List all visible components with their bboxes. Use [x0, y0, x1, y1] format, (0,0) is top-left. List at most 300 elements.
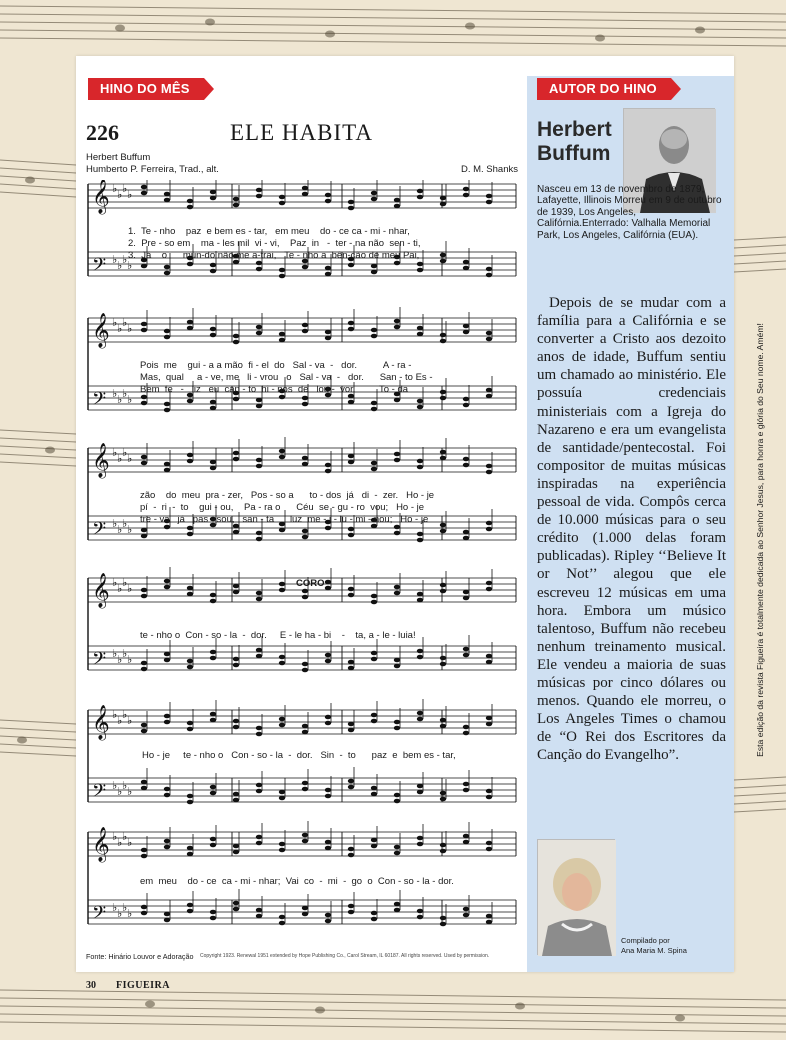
note-head	[440, 196, 446, 201]
note-head	[141, 534, 147, 539]
note-head	[302, 906, 308, 911]
note-head	[302, 724, 308, 729]
note-head	[486, 464, 492, 469]
note-head	[325, 659, 331, 664]
bass-clef: 𝄢	[92, 649, 107, 674]
note-head	[256, 458, 262, 463]
note-head	[256, 648, 262, 653]
note-head	[417, 405, 423, 410]
note-head	[394, 198, 400, 203]
note-head	[279, 588, 285, 593]
note-head	[486, 470, 492, 475]
note-head	[210, 466, 216, 471]
compiled-by-label: Compilado por	[621, 936, 670, 945]
lyric-line: Bem fe - liz eu can - to hi - nos de lou - vor. To - da	[140, 384, 409, 395]
note-head	[371, 401, 377, 406]
note-head	[486, 920, 492, 925]
note-head	[164, 329, 170, 334]
note-head	[371, 792, 377, 797]
note-head	[463, 324, 469, 329]
note-head	[348, 454, 354, 459]
note-head	[417, 711, 423, 716]
flat-sign: ♭	[112, 387, 118, 400]
chorus-label: CORO	[296, 578, 325, 589]
note-head	[164, 652, 170, 657]
note-head	[279, 723, 285, 728]
note-head	[394, 452, 400, 457]
note-head	[394, 845, 400, 850]
note-head	[302, 833, 308, 838]
note-head	[417, 717, 423, 722]
hymn-source: Fonte: Hinário Louvor e Adoração	[86, 952, 194, 961]
note-head	[440, 259, 446, 264]
flat-sign: ♭	[127, 907, 133, 920]
note-head	[371, 467, 377, 472]
note-head	[256, 732, 262, 737]
note-head	[233, 725, 239, 730]
note-head	[256, 537, 262, 542]
note-head	[440, 916, 446, 921]
note-head	[279, 332, 285, 337]
section-tag-author: AUTOR DO HINO	[537, 78, 671, 100]
note-head	[210, 599, 216, 604]
note-head	[187, 800, 193, 805]
note-head	[141, 905, 147, 910]
note-head	[210, 837, 216, 842]
note-head	[233, 792, 239, 797]
note-head	[164, 658, 170, 663]
note-head	[233, 584, 239, 589]
note-head	[348, 722, 354, 727]
lyric-line: 1. Te - nho paz e bem es - tar, em meu do - ce ca - mi - nhar,	[128, 226, 410, 237]
note-head	[417, 598, 423, 603]
note-head	[279, 661, 285, 666]
note-head	[164, 845, 170, 850]
flat-sign: ♭	[122, 647, 128, 660]
note-head	[417, 842, 423, 847]
note-head	[164, 402, 170, 407]
note-head	[233, 590, 239, 595]
flat-sign: ♭	[112, 779, 118, 792]
note-head	[141, 588, 147, 593]
note-head	[164, 408, 170, 413]
note-head	[210, 263, 216, 268]
note-head	[486, 587, 492, 592]
note-head	[141, 911, 147, 916]
note-head	[141, 322, 147, 327]
note-head	[440, 797, 446, 802]
note-head	[440, 656, 446, 661]
note-head	[394, 591, 400, 596]
note-head	[394, 720, 400, 725]
note-head	[325, 840, 331, 845]
flat-sign: ♭	[122, 387, 128, 400]
note-head	[187, 592, 193, 597]
note-head	[440, 253, 446, 258]
note-head	[440, 662, 446, 667]
note-head	[417, 649, 423, 654]
flat-sign: ♭	[127, 785, 133, 798]
note-head	[325, 199, 331, 204]
flat-sign: ♭	[127, 714, 133, 727]
note-head	[463, 266, 469, 271]
note-head	[233, 850, 239, 855]
note-head	[486, 795, 492, 800]
note-head	[302, 456, 308, 461]
note-head	[348, 904, 354, 909]
flat-sign: ♭	[122, 708, 128, 721]
note-head	[141, 848, 147, 853]
flat-sign: ♭	[112, 446, 118, 459]
flat-sign: ♭	[112, 647, 118, 660]
note-head	[164, 271, 170, 276]
note-head	[187, 262, 193, 267]
note-head	[279, 655, 285, 660]
flat-sign: ♭	[112, 576, 118, 589]
flat-sign: ♭	[122, 517, 128, 530]
note-head	[302, 668, 308, 673]
note-head	[440, 791, 446, 796]
note-head	[417, 836, 423, 841]
note-head	[417, 909, 423, 914]
note-head	[279, 790, 285, 795]
note-head	[486, 388, 492, 393]
note-head	[279, 528, 285, 533]
note-head	[164, 793, 170, 798]
note-head	[394, 458, 400, 463]
note-head	[141, 594, 147, 599]
author-last-name: Buffum	[537, 142, 611, 165]
note-head	[164, 787, 170, 792]
flat-sign: ♭	[127, 523, 133, 536]
music-notation	[82, 180, 522, 960]
note-head	[256, 591, 262, 596]
lyric-line: zão do meu pra - zer, Pos - so a to - dos já di - zer. Ho - je	[140, 490, 435, 501]
note-head	[210, 333, 216, 338]
note-head	[325, 526, 331, 531]
note-head	[187, 586, 193, 591]
note-head	[371, 270, 377, 275]
note-head	[463, 330, 469, 335]
note-head	[463, 913, 469, 918]
note-head	[279, 848, 285, 853]
note-head	[256, 726, 262, 731]
note-head	[325, 721, 331, 726]
flat-sign: ♭	[112, 901, 118, 914]
note-head	[486, 331, 492, 336]
flat-sign: ♭	[127, 452, 133, 465]
compiler-name: Ana Maria M. Spina	[621, 946, 687, 955]
note-head	[440, 583, 446, 588]
arranger-credit: D. M. Shanks	[460, 164, 518, 175]
note-head	[348, 206, 354, 211]
note-head	[187, 852, 193, 857]
note-head	[486, 394, 492, 399]
note-head	[486, 337, 492, 342]
treble-clef: 𝄞	[92, 313, 110, 348]
note-head	[279, 842, 285, 847]
flat-sign: ♭	[112, 253, 118, 266]
note-head	[371, 407, 377, 412]
note-head	[417, 538, 423, 543]
flat-sign: ♭	[117, 523, 123, 536]
note-head	[141, 328, 147, 333]
note-head	[233, 457, 239, 462]
note-head	[256, 654, 262, 659]
note-head	[348, 587, 354, 592]
note-head	[210, 785, 216, 790]
note-head	[371, 713, 377, 718]
note-head	[210, 843, 216, 848]
note-head	[279, 921, 285, 926]
note-head	[210, 791, 216, 796]
note-head	[302, 839, 308, 844]
note-head	[302, 329, 308, 334]
flat-sign: ♭	[117, 582, 123, 595]
flat-sign: ♭	[112, 517, 118, 530]
note-head	[440, 843, 446, 848]
note-head	[279, 717, 285, 722]
note-head	[463, 590, 469, 595]
note-head	[348, 527, 354, 532]
note-head	[302, 186, 308, 191]
note-head	[417, 532, 423, 537]
note-head	[371, 461, 377, 466]
note-head	[325, 469, 331, 474]
note-head	[394, 658, 400, 663]
note-head	[141, 723, 147, 728]
flat-sign: ♭	[112, 182, 118, 195]
note-head	[302, 462, 308, 467]
note-head	[348, 660, 354, 665]
note-head	[440, 396, 446, 401]
note-head	[210, 406, 216, 411]
note-head	[141, 191, 147, 196]
note-head	[141, 528, 147, 533]
note-head	[279, 796, 285, 801]
note-head	[440, 718, 446, 723]
note-head	[394, 398, 400, 403]
note-head	[279, 338, 285, 343]
note-head	[417, 268, 423, 273]
note-head	[210, 910, 216, 915]
note-head	[187, 909, 193, 914]
note-head	[164, 714, 170, 719]
note-head	[371, 264, 377, 269]
note-head	[486, 847, 492, 852]
note-head	[187, 199, 193, 204]
note-head	[256, 331, 262, 336]
note-head	[486, 716, 492, 721]
note-head	[394, 585, 400, 590]
bass-clef: 𝄢	[92, 519, 107, 544]
note-head	[394, 908, 400, 913]
note-head	[394, 799, 400, 804]
bass-clef: 𝄢	[92, 255, 107, 280]
note-head	[371, 334, 377, 339]
note-head	[348, 321, 354, 326]
note-head	[187, 794, 193, 799]
flat-sign: ♭	[127, 582, 133, 595]
treble-clef: 𝄞	[92, 827, 110, 862]
note-head	[187, 526, 193, 531]
note-head	[440, 922, 446, 927]
note-head	[141, 401, 147, 406]
note-head	[463, 536, 469, 541]
note-head	[302, 730, 308, 735]
author-first-name: Herbert	[537, 118, 612, 141]
note-head	[141, 264, 147, 269]
note-head	[463, 788, 469, 793]
flat-sign: ♭	[117, 836, 123, 849]
note-head	[348, 593, 354, 598]
note-head	[325, 272, 331, 277]
note-head	[394, 261, 400, 266]
note-head	[210, 327, 216, 332]
note-head	[371, 838, 377, 843]
note-head	[417, 459, 423, 464]
flat-sign: ♭	[117, 653, 123, 666]
note-head	[279, 582, 285, 587]
note-head	[463, 647, 469, 652]
note-head	[486, 527, 492, 532]
note-head	[371, 911, 377, 916]
note-head	[371, 917, 377, 922]
note-head	[394, 851, 400, 856]
note-head	[256, 398, 262, 403]
flat-sign: ♭	[112, 708, 118, 721]
note-head	[233, 663, 239, 668]
note-head	[325, 193, 331, 198]
flat-sign: ♭	[117, 907, 123, 920]
flat-sign: ♭	[117, 188, 123, 201]
note-head	[279, 268, 285, 273]
note-head	[348, 200, 354, 205]
note-head	[279, 449, 285, 454]
flat-sign: ♭	[122, 446, 128, 459]
treble-clef: 𝄞	[92, 443, 110, 478]
note-head	[463, 834, 469, 839]
note-head	[325, 586, 331, 591]
note-head	[417, 332, 423, 337]
flat-sign: ♭	[117, 393, 123, 406]
note-head	[463, 840, 469, 845]
note-head	[187, 727, 193, 732]
note-head	[348, 779, 354, 784]
note-head	[348, 853, 354, 858]
author-name	[537, 118, 637, 166]
note-head	[233, 340, 239, 345]
note-head	[325, 846, 331, 851]
flat-sign: ♭	[122, 316, 128, 329]
note-head	[440, 589, 446, 594]
flat-sign: ♭	[122, 253, 128, 266]
note-head	[187, 532, 193, 537]
note-head	[164, 192, 170, 197]
note-head	[210, 593, 216, 598]
note-head	[371, 844, 377, 849]
note-head	[463, 731, 469, 736]
note-head	[256, 464, 262, 469]
note-head	[371, 786, 377, 791]
note-head	[394, 664, 400, 669]
note-head	[486, 841, 492, 846]
note-head	[141, 729, 147, 734]
note-head	[486, 722, 492, 727]
note-head	[394, 319, 400, 324]
note-head	[486, 200, 492, 205]
note-head	[141, 667, 147, 672]
lyric-line: tre - va já pas - sou, san - ta luz me - i - lu - mi - nou; Ho - je	[140, 514, 429, 525]
note-head	[233, 657, 239, 662]
hymn-score-panel	[82, 108, 522, 968]
note-head	[210, 196, 216, 201]
note-head	[210, 400, 216, 405]
note-head	[348, 785, 354, 790]
note-head	[164, 335, 170, 340]
flat-sign: ♭	[127, 393, 133, 406]
bass-clef: 𝄢	[92, 781, 107, 806]
note-head	[394, 793, 400, 798]
note-head	[233, 719, 239, 724]
note-head	[348, 400, 354, 405]
flat-sign: ♭	[117, 452, 123, 465]
note-head	[256, 841, 262, 846]
note-head	[325, 266, 331, 271]
note-head	[141, 395, 147, 400]
note-head	[141, 786, 147, 791]
note-head	[486, 654, 492, 659]
flat-sign: ♭	[122, 779, 128, 792]
note-head	[463, 653, 469, 658]
note-head	[141, 780, 147, 785]
note-head	[164, 839, 170, 844]
note-head	[187, 326, 193, 331]
note-head	[256, 908, 262, 913]
note-head	[394, 726, 400, 731]
note-head	[348, 666, 354, 671]
note-head	[302, 912, 308, 917]
note-head	[463, 596, 469, 601]
note-head	[187, 721, 193, 726]
bass-clef: 𝄢	[92, 389, 107, 414]
note-head	[210, 269, 216, 274]
note-head	[463, 530, 469, 535]
note-head	[187, 399, 193, 404]
note-head	[417, 189, 423, 194]
note-head	[371, 600, 377, 605]
note-head	[394, 204, 400, 209]
note-head	[417, 784, 423, 789]
note-head	[371, 328, 377, 333]
flat-sign: ♭	[122, 830, 128, 843]
note-head	[164, 265, 170, 270]
note-head	[440, 523, 446, 528]
note-head	[164, 579, 170, 584]
note-head	[279, 455, 285, 460]
note-head	[417, 790, 423, 795]
note-head	[164, 198, 170, 203]
note-head	[463, 403, 469, 408]
flat-sign: ♭	[117, 714, 123, 727]
lyric-line: te - nho o Con - so - la - dor. E - le ha - bi - ta, a - le - luia!	[140, 630, 416, 641]
note-head	[486, 521, 492, 526]
note-head	[256, 914, 262, 919]
note-head	[256, 783, 262, 788]
flat-sign: ♭	[127, 259, 133, 272]
note-head	[394, 525, 400, 530]
note-head	[325, 919, 331, 924]
